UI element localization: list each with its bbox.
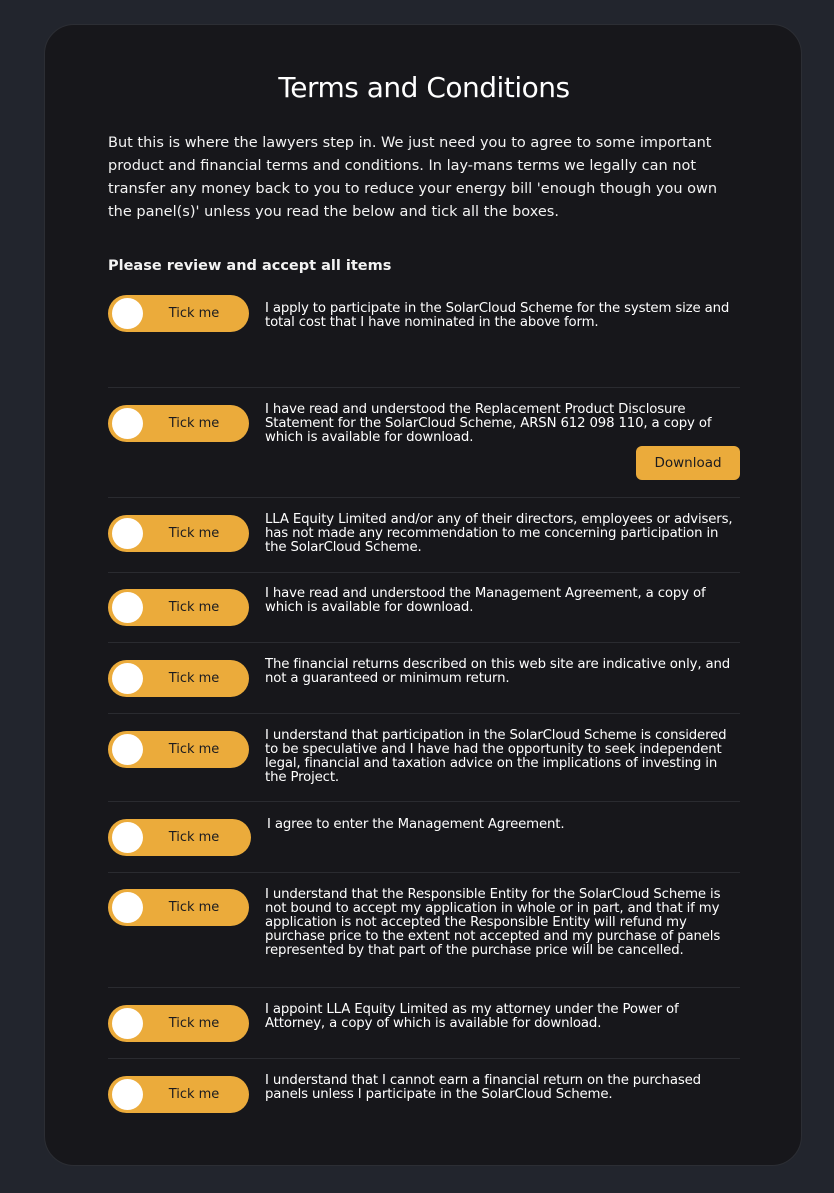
toggle-label: Tick me — [168, 900, 220, 915]
review-heading: Please review and accept all items — [108, 258, 392, 274]
tick-toggle[interactable] — [108, 660, 249, 697]
toggle-label: Tick me — [168, 742, 220, 757]
term-text: I appoint LLA Equity Limited as my attorney under the Power of Attorney, a copy of which is available for download. — [265, 1002, 679, 1031]
term-item — [108, 988, 740, 1059]
term-text: I understand that I cannot earn a financial return on the purchased panels unless I participate in the SolarCloud Scheme. — [265, 1073, 701, 1102]
toggle-knob — [112, 822, 143, 853]
tick-toggle[interactable] — [108, 405, 249, 442]
toggle-knob — [112, 1079, 143, 1110]
toggle-label: Tick me — [168, 416, 220, 431]
tick-toggle[interactable] — [108, 589, 249, 626]
tick-toggle[interactable] — [108, 1076, 249, 1113]
toggle-label: Tick me — [168, 526, 220, 541]
toggle-label: Tick me — [168, 1087, 220, 1102]
tick-toggle[interactable] — [108, 295, 249, 332]
toggle-knob — [112, 298, 143, 329]
tick-toggle[interactable] — [108, 819, 251, 856]
term-text: I understand that the Responsible Entity for the SolarCloud Scheme is not bound to accept my application in whole or in part, and that if my application is not accepted the Responsible Entity will refund my purchase price to the extent not accepted and my purchase of panels represented by that part of the purchase price will be cancelled. — [265, 887, 721, 958]
term-text: I agree to enter the Management Agreement. — [267, 817, 565, 832]
term-text: The financial returns described on this web site are indicative only, and not a guaranteed or minimum return. — [265, 657, 731, 686]
intro-paragraph: But this is where the lawyers step in. We just need you to agree to some important product and financial terms and conditions. In lay-mans terms we legally can not transfer any money back to you to reduce your energy bill 'enough though you own the panel(s)' unless you read the below and tick all the boxes. — [108, 135, 718, 220]
term-item — [108, 714, 740, 802]
term-item — [108, 295, 740, 388]
toggle-knob — [112, 408, 143, 439]
terms-list — [108, 295, 740, 1129]
term-item — [108, 802, 740, 873]
term-item — [108, 643, 740, 714]
toggle-label: Tick me — [168, 671, 220, 686]
toggle-knob — [112, 663, 143, 694]
term-text: LLA Equity Limited and/or any of their directors, employees or advisers, has not made any recommendation to me concerning participation in the SolarCloud Scheme. — [265, 512, 733, 555]
page-title: Terms and Conditions — [278, 71, 570, 104]
term-text: I have read and understood the Management Agreement, a copy of which is available for download. — [265, 586, 706, 615]
toggle-knob — [112, 734, 143, 765]
toggle-knob — [112, 518, 143, 549]
term-text: I have read and understood the Replacement Product Disclosure Statement for the SolarCloud Scheme, ARSN 612 098 110, a copy of which is available for download. — [265, 402, 712, 445]
terms-card — [44, 24, 802, 1166]
toggle-label: Tick me — [168, 306, 220, 321]
tick-toggle[interactable] — [108, 1005, 249, 1042]
term-item — [108, 573, 740, 643]
toggle-knob — [112, 1008, 143, 1039]
download-button[interactable]: Download — [636, 446, 740, 480]
term-item — [108, 388, 740, 498]
toggle-label: Tick me — [168, 830, 220, 845]
toggle-knob — [112, 892, 143, 923]
toggle-knob — [112, 592, 143, 623]
term-text: I apply to participate in the SolarCloud Scheme for the system size and total cost that I have nominated in the above form. — [265, 301, 730, 330]
term-item — [108, 498, 740, 573]
term-item — [108, 1059, 740, 1129]
toggle-label: Tick me — [168, 1016, 220, 1031]
toggle-label: Tick me — [168, 600, 220, 615]
term-item — [108, 873, 740, 988]
tick-toggle[interactable] — [108, 731, 249, 768]
tick-toggle[interactable] — [108, 515, 249, 552]
tick-toggle[interactable] — [108, 889, 249, 926]
term-text: I understand that participation in the SolarCloud Scheme is considered to be speculative and I have had the opportunity to seek independent legal, financial and taxation advice on the implications of investing in the Project. — [265, 728, 727, 785]
